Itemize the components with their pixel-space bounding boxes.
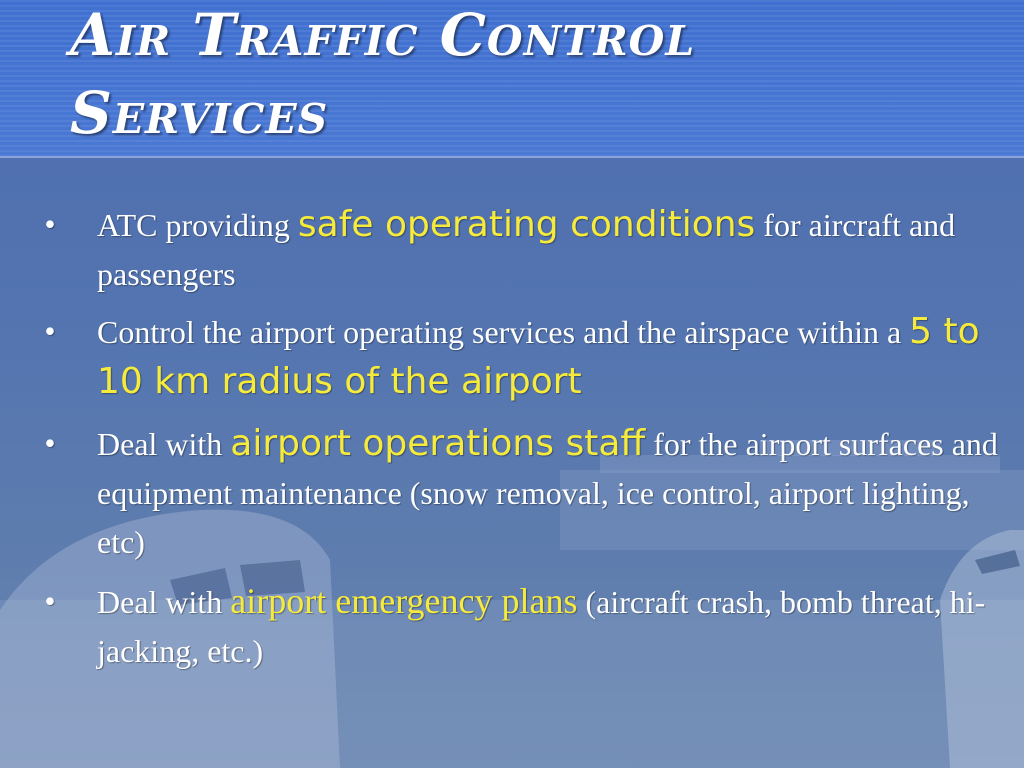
bullet-text: for aircraft and passengers <box>97 207 956 292</box>
bullet-item <box>40 419 1000 567</box>
bullet-highlight: airport operations staff <box>230 423 646 464</box>
bullet-highlight: 5 to 10 km radius of the airport <box>97 311 980 402</box>
bullet-text: for the airport surfaces and equipment maintenance (snow removal, ice control, airport lighting, etc) <box>97 426 998 560</box>
bullet-icon: • <box>44 583 56 619</box>
bullet-icon: • <box>44 206 56 242</box>
bullet-icon: • <box>44 425 56 461</box>
bullet-item <box>40 200 1000 299</box>
slide-title: Air Traffic Control Services <box>70 1 696 147</box>
bullet-highlight: airport emergency plans <box>230 581 578 621</box>
bullet-item <box>40 307 1000 407</box>
bullet-text: Deal with <box>97 584 231 620</box>
bullet-item <box>40 577 1000 676</box>
bullet-text: Control the airport operating services and the airspace within a <box>97 314 910 350</box>
title-banner <box>0 0 1024 158</box>
bullet-highlight: safe operating conditions <box>297 204 756 245</box>
bullet-text: (aircraft crash, bomb threat, hi-jacking, etc.) <box>97 584 986 669</box>
bullet-icon: • <box>44 313 56 349</box>
bullet-text: Deal with <box>97 426 231 462</box>
bullet-list <box>40 200 1000 676</box>
bullet-text: ATC providing <box>97 207 298 243</box>
